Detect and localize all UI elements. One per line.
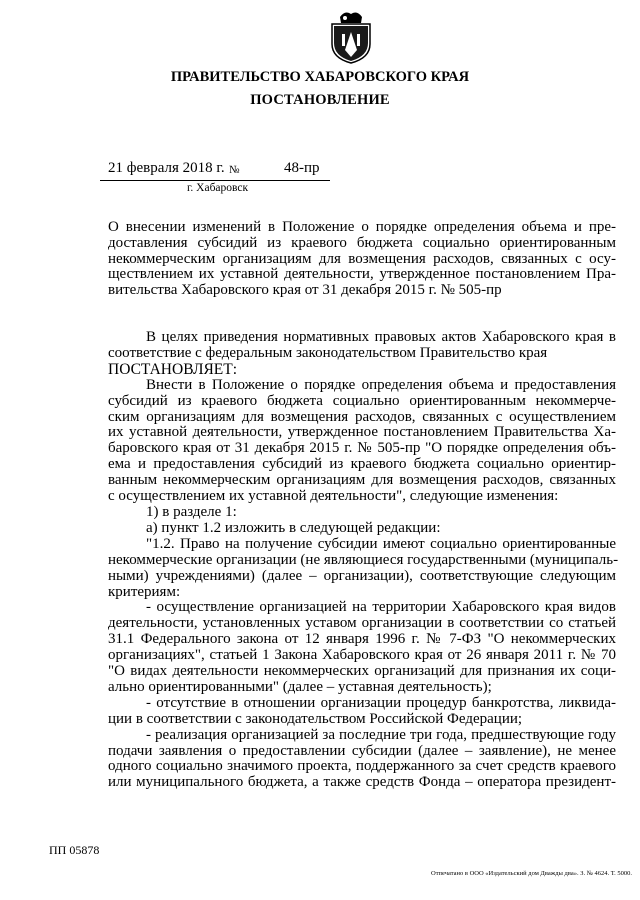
number-sign: № <box>229 164 240 176</box>
body-line: ции в соответствии с законодательством Российской Федерации; <box>108 710 523 727</box>
body-line: деятельности, установленных уставом организации в соответствии со статьей <box>108 615 616 632</box>
body-line: баровского края от 31 декабря 2015 г. № 505-пр "О порядке определения объ- <box>108 440 616 457</box>
subject <box>108 220 616 299</box>
body-line: некоммерческие организации (не являющиеся государственными (муниципаль- <box>108 551 619 568</box>
body-line: соответствие с федеральным законодательством Правительство края <box>108 344 548 361</box>
document-code: ПП 05878 <box>49 843 100 857</box>
body-line: - реализация организацией за последние три года, предшествующие году <box>146 726 616 743</box>
coat-of-arms-icon <box>328 10 374 64</box>
date-underline <box>100 180 330 181</box>
body-line: организациях", статьей 1 Закона Хабаровского края от 26 января 2011 г. № 70 <box>108 647 616 664</box>
body-line: одного социально значимого проекта, поддержанного за счет средств краевого <box>108 758 616 775</box>
body-line: с осуществлением их уставной деятельности", следующие изменения: <box>108 488 559 505</box>
body-line: ема и предоставления субсидий из краевого бюджета социально ориентир- <box>108 456 616 473</box>
doc-number: 48-пр <box>284 160 320 176</box>
body-line: 31.1 Федерального закона от 12 января 1996 г. № 7-ФЗ "О некоммерческих <box>108 631 616 648</box>
subject-line: О внесении изменений в Положение о порядке определения объема и пре- <box>108 219 616 235</box>
body-text <box>108 329 619 791</box>
body-line: Внести в Положение о порядке определения объема и предоставления <box>146 376 616 393</box>
body-line: ПОСТАНОВЛЯЕТ: <box>108 360 238 378</box>
body-line: "О видах деятельности некоммерческих организаций для признания их соци- <box>108 663 616 680</box>
body-line: ским организациям для возмещения расходов, связанных с осуществлением <box>108 408 616 425</box>
body-line: субсидий из краевого бюджета социально ориентированным некоммерче- <box>108 392 616 409</box>
body-line: В целях приведения нормативных правовых актов Хабаровского края в <box>146 329 616 345</box>
subject-line: вительства Хабаровского края от 31 декабря 2015 г. № 505-пр <box>108 282 502 299</box>
subject-line: некоммерческим организациям для возмещения расходов, связанных с осу- <box>108 250 616 267</box>
city: г. Хабаровск <box>187 182 249 194</box>
body-line: 1) в разделе 1: <box>146 503 237 520</box>
body-line: их уставной деятельности, утвержденное постановлением Правительства Ха- <box>108 424 616 441</box>
doc-type: ПОСТАНОВЛЕНИЕ <box>250 92 390 108</box>
subject-line: ществлением их уставной деятельности, утвержденное постановлением Пра- <box>108 266 616 283</box>
body-line: критериям: <box>108 583 181 600</box>
body-line: ально ориентированными" (далее – уставная деятельность); <box>108 678 492 695</box>
body-line: "1.2. Право на получение субсидии имеют социально ориентированные <box>146 535 616 552</box>
body-line: - осуществление организацией на территории Хабаровского края видов <box>146 599 616 616</box>
subject-line: доставления субсидий из краевого бюджета социально ориентированным <box>108 234 616 251</box>
body-line: ванным некоммерческим организациям для возмещения расходов, связанных <box>108 472 616 489</box>
body-line: а) пункт 1.2 изложить в следующей редакции: <box>146 519 441 536</box>
body-line: или муниципального бюджета, а также средств Фонда – оператора президент- <box>108 774 616 791</box>
body-line: подачи заявления о предоставлении субсидии (далее – заявление), не менее <box>108 742 616 759</box>
printer-imprint: Отпечатано в ООО «Издательский дом Дважды два». З. № 4624. Т. 5000. <box>431 870 632 877</box>
body-line: - отсутствие в отношении организации процедур банкротства, ликвида- <box>146 694 616 711</box>
body-line: ными) учреждениями) (далее – организации), соответствующие следующим <box>108 567 616 584</box>
doc-date: 21 февраля 2018 г. <box>108 160 225 176</box>
org-name: ПРАВИТЕЛЬСТВО ХАБАРОВСКОГО КРАЯ <box>170 69 470 85</box>
